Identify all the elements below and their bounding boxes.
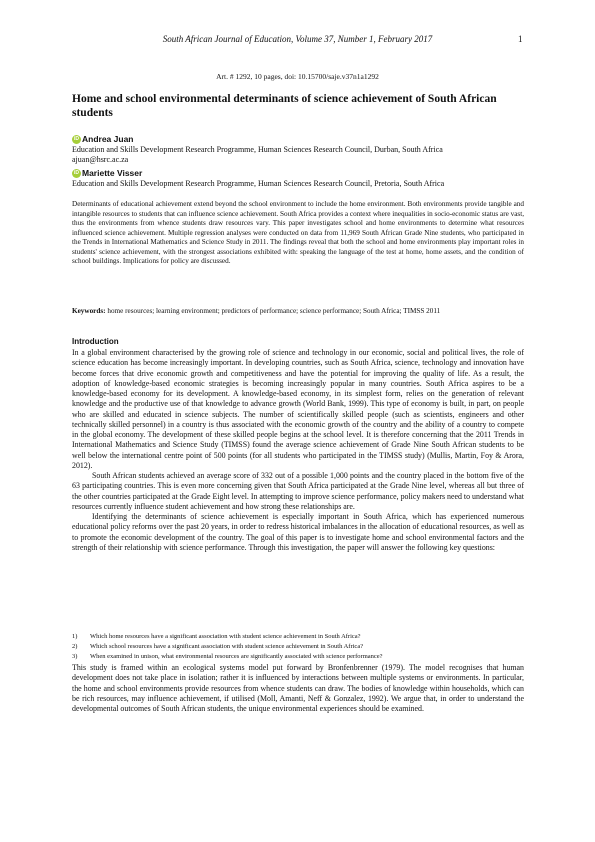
orcid-icon[interactable]: iD: [74, 135, 79, 142]
author-name: [72, 168, 532, 179]
list-item: [72, 632, 524, 642]
author-name-text: Mariette Visser: [82, 168, 143, 178]
author-affiliation: Education and Skills Development Research Programme, Human Sciences Research Council, Durban, South Africa: [72, 144, 443, 154]
paragraph: Identifying the determinants of science achievement is especially important in South Africa, which has experienced numerous educational policy reforms over the past 20 years, in order to redress historical imbalances in the allocation of educational resources, as well as to promote the economic development of the country. The goal of this paper is to investigate home and school environmental factors and the strength of their relationship with science performance. Through this investigation, the paper will answer the following key questions:: [72, 512, 524, 552]
list-item: [72, 642, 524, 652]
paragraph: This study is framed within an ecological systems model put forward by Bronfenbrenner (1979). The model recognises that human development does not take place in isolation; rather it is influenced by interactions between multiple systems or environments. In particular, the home and school environments provide resources from whence students can draw. The bodies of knowledge within households, which can be rich resources, may influence achievement, if utilised (Moll, Amanti, Neff & Gonzalez, 1992). We argue that, in order to understand the developmental outcomes of South African students, the unique environmental experiences should be examined.: [72, 663, 524, 713]
article-title: Home and school environmental determinants of science achievement of South African students: [72, 93, 497, 119]
section-heading: Introduction: [72, 337, 119, 346]
question-list: [72, 632, 524, 662]
author-affiliation: Education and Skills Development Research Programme, Human Sciences Research Council, Pretoria, South Africa: [72, 178, 445, 188]
paragraph: South African students achieved an average score of 332 out of a possible 1,000 points and the country placed in the bottom five of the 63 participating countries. This is even more concerning given that South Africa participated at the Grade Nine level, whereas all but three of the other countries participated at the Grade Eight level. In attempting to improve science performance, policy makers need to understand what resources currently influence student achievement and how strong these relationships are.: [72, 471, 524, 511]
closing-paragraph: [72, 663, 524, 714]
list-item-number: 1): [72, 633, 78, 640]
author-email[interactable]: ajuan@hsrc.ac.za: [72, 155, 129, 164]
keywords-label: Keywords:: [72, 307, 106, 315]
article-info: Art. # 1292, 10 pages, doi: 10.15700/saje.v37n1a1292: [216, 72, 379, 81]
abstract: Determinants of educational achievement extend beyond the school environment to include the home environment. Both environments provide tangible and intangible resources to students that can influence science achievement. South Africa provides a context where inequalities in socio-economic status are vast, thus the environments from whence students draw resources vary. This paper investigates school and home environments to determine what resources influenced science achievement. Multiple regression analyses were conducted on data from 11,969 South African Grade Nine students, who participated in the Trends in International Mathematics and Science Study in 2011. The findings reveal that both the school and home environments play important roles in students' science achievement, with the strongest associations exhibited with: speaking the language of the test at home, home assets, and the condition of school buildings. Implications for policy are discussed.: [72, 200, 524, 265]
list-item-text: Which home resources have a significant association with student science achievement in South Africa?: [90, 633, 361, 640]
list-item-number: 2): [72, 643, 78, 650]
body-paragraphs: [72, 348, 524, 553]
list-item-text: When examined in unison, what environmental resources are significantly associated with science performance?: [90, 653, 383, 660]
keywords-text: home resources; learning environment; predictors of performance; science performance; South Africa; TIMSS 2011: [107, 307, 441, 315]
author-name-text: Andrea Juan: [82, 134, 134, 144]
list-item: [72, 652, 524, 662]
author-block-1: [72, 134, 532, 166]
author-name: [72, 134, 532, 145]
paragraph: In a global environment characterised by the growing role of science and technology in our economic, social and political lives, the role of science education has become increasingly important. In developing countries, such as South Africa, science, technology and innovation have become forces that drive economic growth and competitiveness and have the potential for improving the quality of life. As a result, the adoption of knowledge-based economic strategies is becoming increasingly popular in many countries. South Africa aspires to be a knowledge-based economy for its development. A knowledge-based economy, in its simplest form, relies on the generation of relevant knowledge and the productive use of that knowledge to advance growth (World Bank, 1999). This type of economy is built, in part, on people who are skilled and educated in science subjects. The number of scientifically skilled people (such as scientists, engineers and other technically skilled personnel) in a country is thus associated with the economic growth of the country and the ability of a country to compete in the global economy. The development of these skilled people begins at the school level. It is therefore concerning that the 2011 Trends in International Mathematics and Science Study (TIMSS) found the average science achievement of Grade Nine South African students to be well below the international centre point of 500 points (for all students who participated in the TIMSS study) (Mullis, Martin, Foy & Arora, 2012).: [72, 348, 524, 470]
keywords: [72, 307, 524, 317]
running-header: South African Journal of Education, Volume 37, Number 1, February 2017: [162, 34, 433, 44]
list-item-text: Which school resources have a significant association with student science achievement in South Africa?: [90, 643, 364, 650]
orcid-icon[interactable]: iD: [74, 169, 79, 176]
page-number: 1: [518, 34, 523, 44]
author-block-2: [72, 168, 532, 189]
list-item-number: 3): [72, 653, 78, 660]
